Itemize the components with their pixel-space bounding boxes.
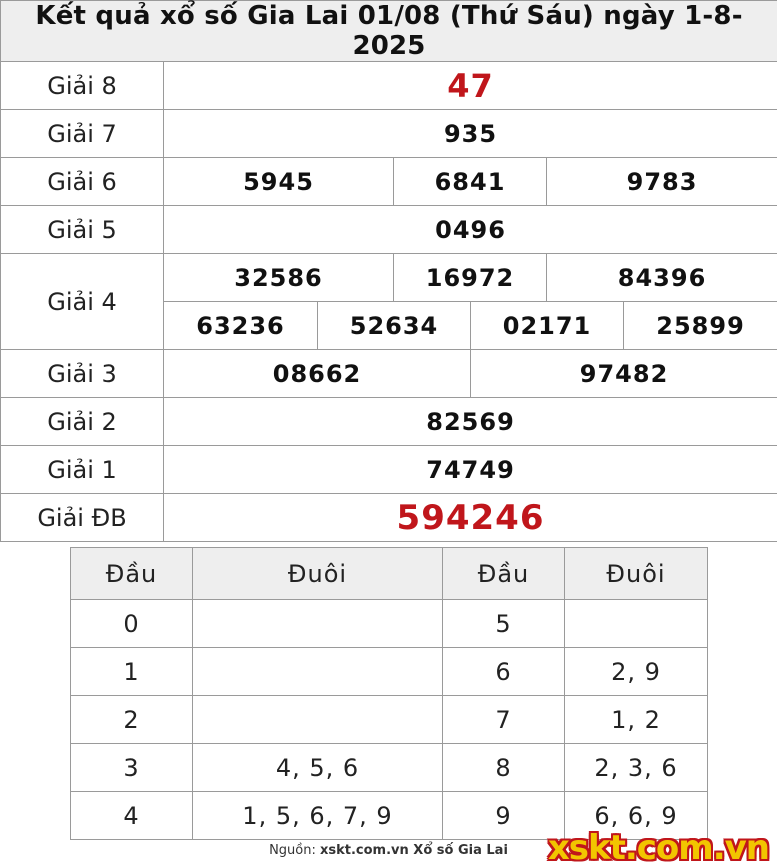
tail-digits: 2, 9 xyxy=(565,648,708,696)
head-digit: 9 xyxy=(443,792,565,840)
prize-label: Giải ĐB xyxy=(1,494,164,542)
prize-row-special xyxy=(1,494,777,542)
prize-number: 47 xyxy=(164,62,777,110)
prize-row-6 xyxy=(1,158,777,206)
column-header: Đầu xyxy=(443,548,565,600)
prize-label: Giải 6 xyxy=(1,158,164,206)
table-row xyxy=(71,696,708,744)
head-digit: 8 xyxy=(443,744,565,792)
prize-label: Giải 1 xyxy=(1,446,164,494)
head-digit: 1 xyxy=(71,648,193,696)
column-header: Đầu xyxy=(71,548,193,600)
prize-label: Giải 2 xyxy=(1,398,164,446)
prize-number: 82569 xyxy=(164,398,777,446)
prize-row-8 xyxy=(1,62,777,110)
prize-label: Giải 4 xyxy=(1,254,164,350)
prize-label: Giải 3 xyxy=(1,350,164,398)
head-digit: 6 xyxy=(443,648,565,696)
prize-row-2 xyxy=(1,398,777,446)
column-header: Đuôi xyxy=(565,548,708,600)
prize-row-7 xyxy=(1,110,777,158)
prize-number: 08662 xyxy=(164,350,471,398)
head-digit: 7 xyxy=(443,696,565,744)
prize-label: Giải 7 xyxy=(1,110,164,158)
tail-digits xyxy=(193,648,443,696)
prize-number: 6841 xyxy=(394,158,547,206)
prize-number: 84396 xyxy=(547,254,777,302)
prize-number: 0496 xyxy=(164,206,777,254)
head-tail-table xyxy=(70,547,708,840)
prize-row-3 xyxy=(1,350,777,398)
tail-digits: 1, 2 xyxy=(565,696,708,744)
tail-digits xyxy=(565,600,708,648)
watermark-logo: xskt.com.vn xyxy=(548,828,769,868)
head-tail-header xyxy=(71,548,708,600)
prize-number: 9783 xyxy=(547,158,777,206)
tail-digits xyxy=(193,600,443,648)
head-digit: 4 xyxy=(71,792,193,840)
prize-number: 16972 xyxy=(394,254,547,302)
source-prefix: Nguồn: xyxy=(269,843,316,858)
head-digit: 2 xyxy=(71,696,193,744)
prize-number: 02171 xyxy=(471,302,624,350)
prize-row-1 xyxy=(1,446,777,494)
tail-digits: 2, 3, 6 xyxy=(565,744,708,792)
prize-number: 97482 xyxy=(471,350,777,398)
tail-digits: 6, 6, 9 xyxy=(565,792,708,840)
head-digit: 0 xyxy=(71,600,193,648)
table-row xyxy=(71,648,708,696)
prize-number: 5945 xyxy=(164,158,394,206)
head-digit: 5 xyxy=(443,600,565,648)
prize-number: 25899 xyxy=(624,302,777,350)
prize-row-4 xyxy=(1,254,777,302)
table-row xyxy=(71,744,708,792)
prize-number: 32586 xyxy=(164,254,394,302)
prize-row-5 xyxy=(1,206,777,254)
special-prize-number: 594246 xyxy=(164,494,777,542)
column-header: Đuôi xyxy=(193,548,443,600)
prize-number: 74749 xyxy=(164,446,777,494)
source-link[interactable]: xskt.com.vn Xổ số Gia Lai xyxy=(320,843,508,858)
tail-digits xyxy=(193,696,443,744)
tail-digits: 1, 5, 6, 7, 9 xyxy=(193,792,443,840)
page-title: Kết quả xổ số Gia Lai 01/08 (Thứ Sáu) ngày 1-8-2025 xyxy=(1,1,777,62)
prize-number: 935 xyxy=(164,110,777,158)
prize-number: 63236 xyxy=(164,302,318,350)
prize-label: Giải 8 xyxy=(1,62,164,110)
head-digit: 3 xyxy=(71,744,193,792)
prize-number: 52634 xyxy=(318,302,471,350)
tail-digits: 4, 5, 6 xyxy=(193,744,443,792)
prize-label: Giải 5 xyxy=(1,206,164,254)
table-row xyxy=(71,600,708,648)
